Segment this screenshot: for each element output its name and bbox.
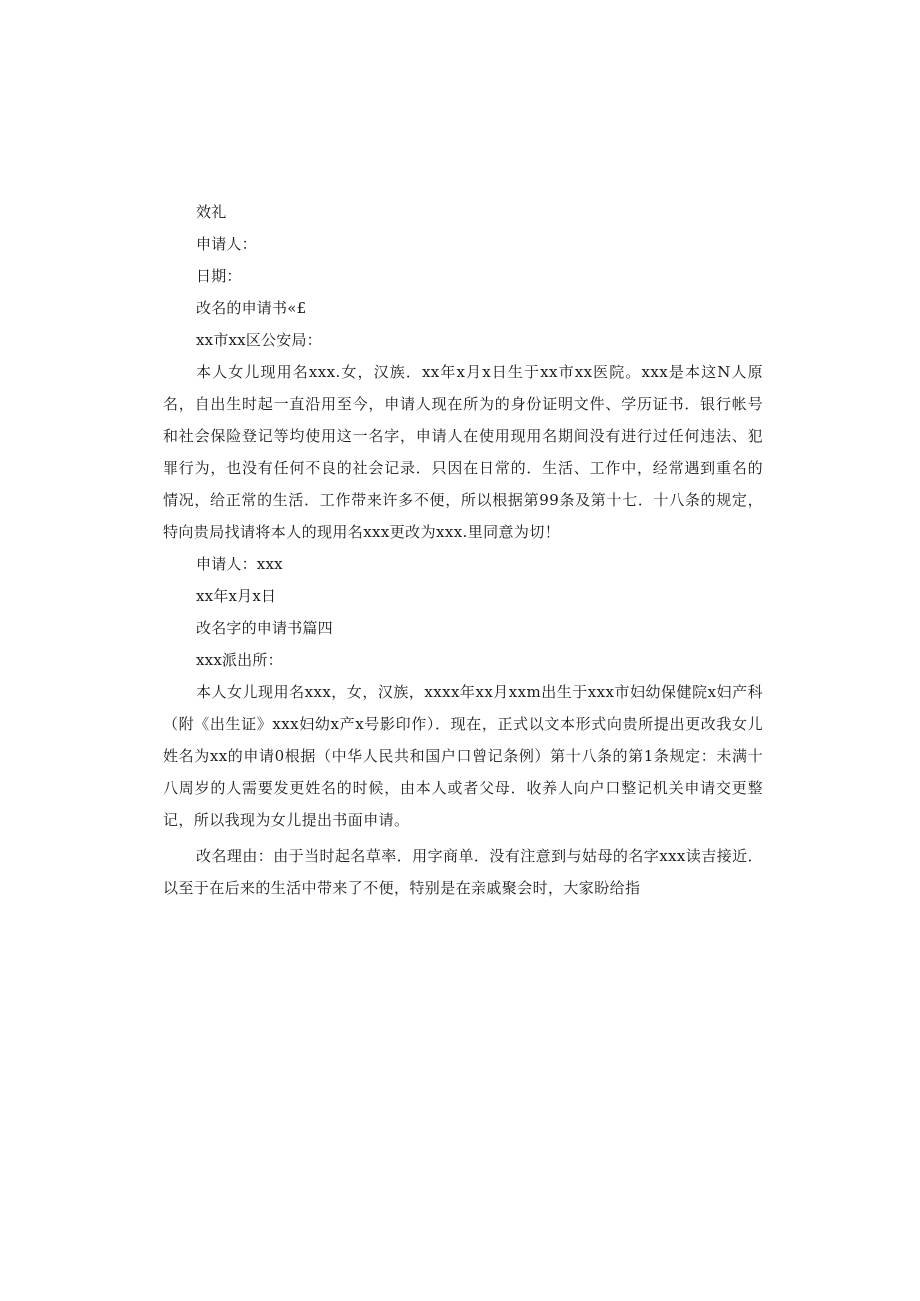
applicant-label: 申请人： <box>196 235 257 253</box>
body-paragraph-1: 本人女儿现用名xxx.女，汉族．xx年x月x日生于xx市xx医院。xxx是本这N人原名，自出生时起一直沿用至今，申请人现在所为的身份证明文件、学历证书．银行帐号和社会保险登记等均使用这一名字，申请人在使用现用名期间没有进行过任何违法、犯罪行为，也没有任何不良的社会记录．只因在日常的．生活、工作中，经常遇到重名的情况，给正常的生活．工作带来许多不便，所以根据第99条及第十七．十八条的规定，特向贵局找请将本人的现用名xxx更改为xxx.里同意为切！ <box>163 363 763 541</box>
addressee-2: xxx派出所： <box>196 651 283 669</box>
section-title: 改名的申请书«£ <box>196 299 307 317</box>
signature-date: xx年x月x日 <box>196 587 277 605</box>
signature-applicant: 申请人：xxx <box>196 555 283 573</box>
body-paragraph-2: 本人女儿现用名xxx，女，汉族，xxxx年xx月xxm出生于xxx市妇幼保健院x妇产科（附《出生证》xxx妇幼x产x号影印作）．现在，正式以文本形式向贵所提出更改我女儿姓名为xx的申请0根据（中华人民共和国户口曾记条例）第十八条的第1条规定：未满十八周岁的人需要发更姓名的时候，由本人或者父母．收养人向户口整记机关申请交更整记，所以我现为女儿提出书面申请。 <box>163 683 763 829</box>
section-title-2: 改名字的申请书篇四 <box>196 619 333 637</box>
closing-salutation: 效礼 <box>196 203 227 221</box>
document-body <box>163 196 763 904</box>
body-paragraph-3: 改名理由：由于当时起名草率．用字商单．没有注意到与姑母的名字xxx读吉接近．以至于在后来的生活中带来了不便，特别是在亲戚聚会时，大家盼给指 <box>163 847 763 897</box>
date-label: 日期： <box>196 267 242 285</box>
addressee: xx市xx区公安局： <box>196 331 322 349</box>
